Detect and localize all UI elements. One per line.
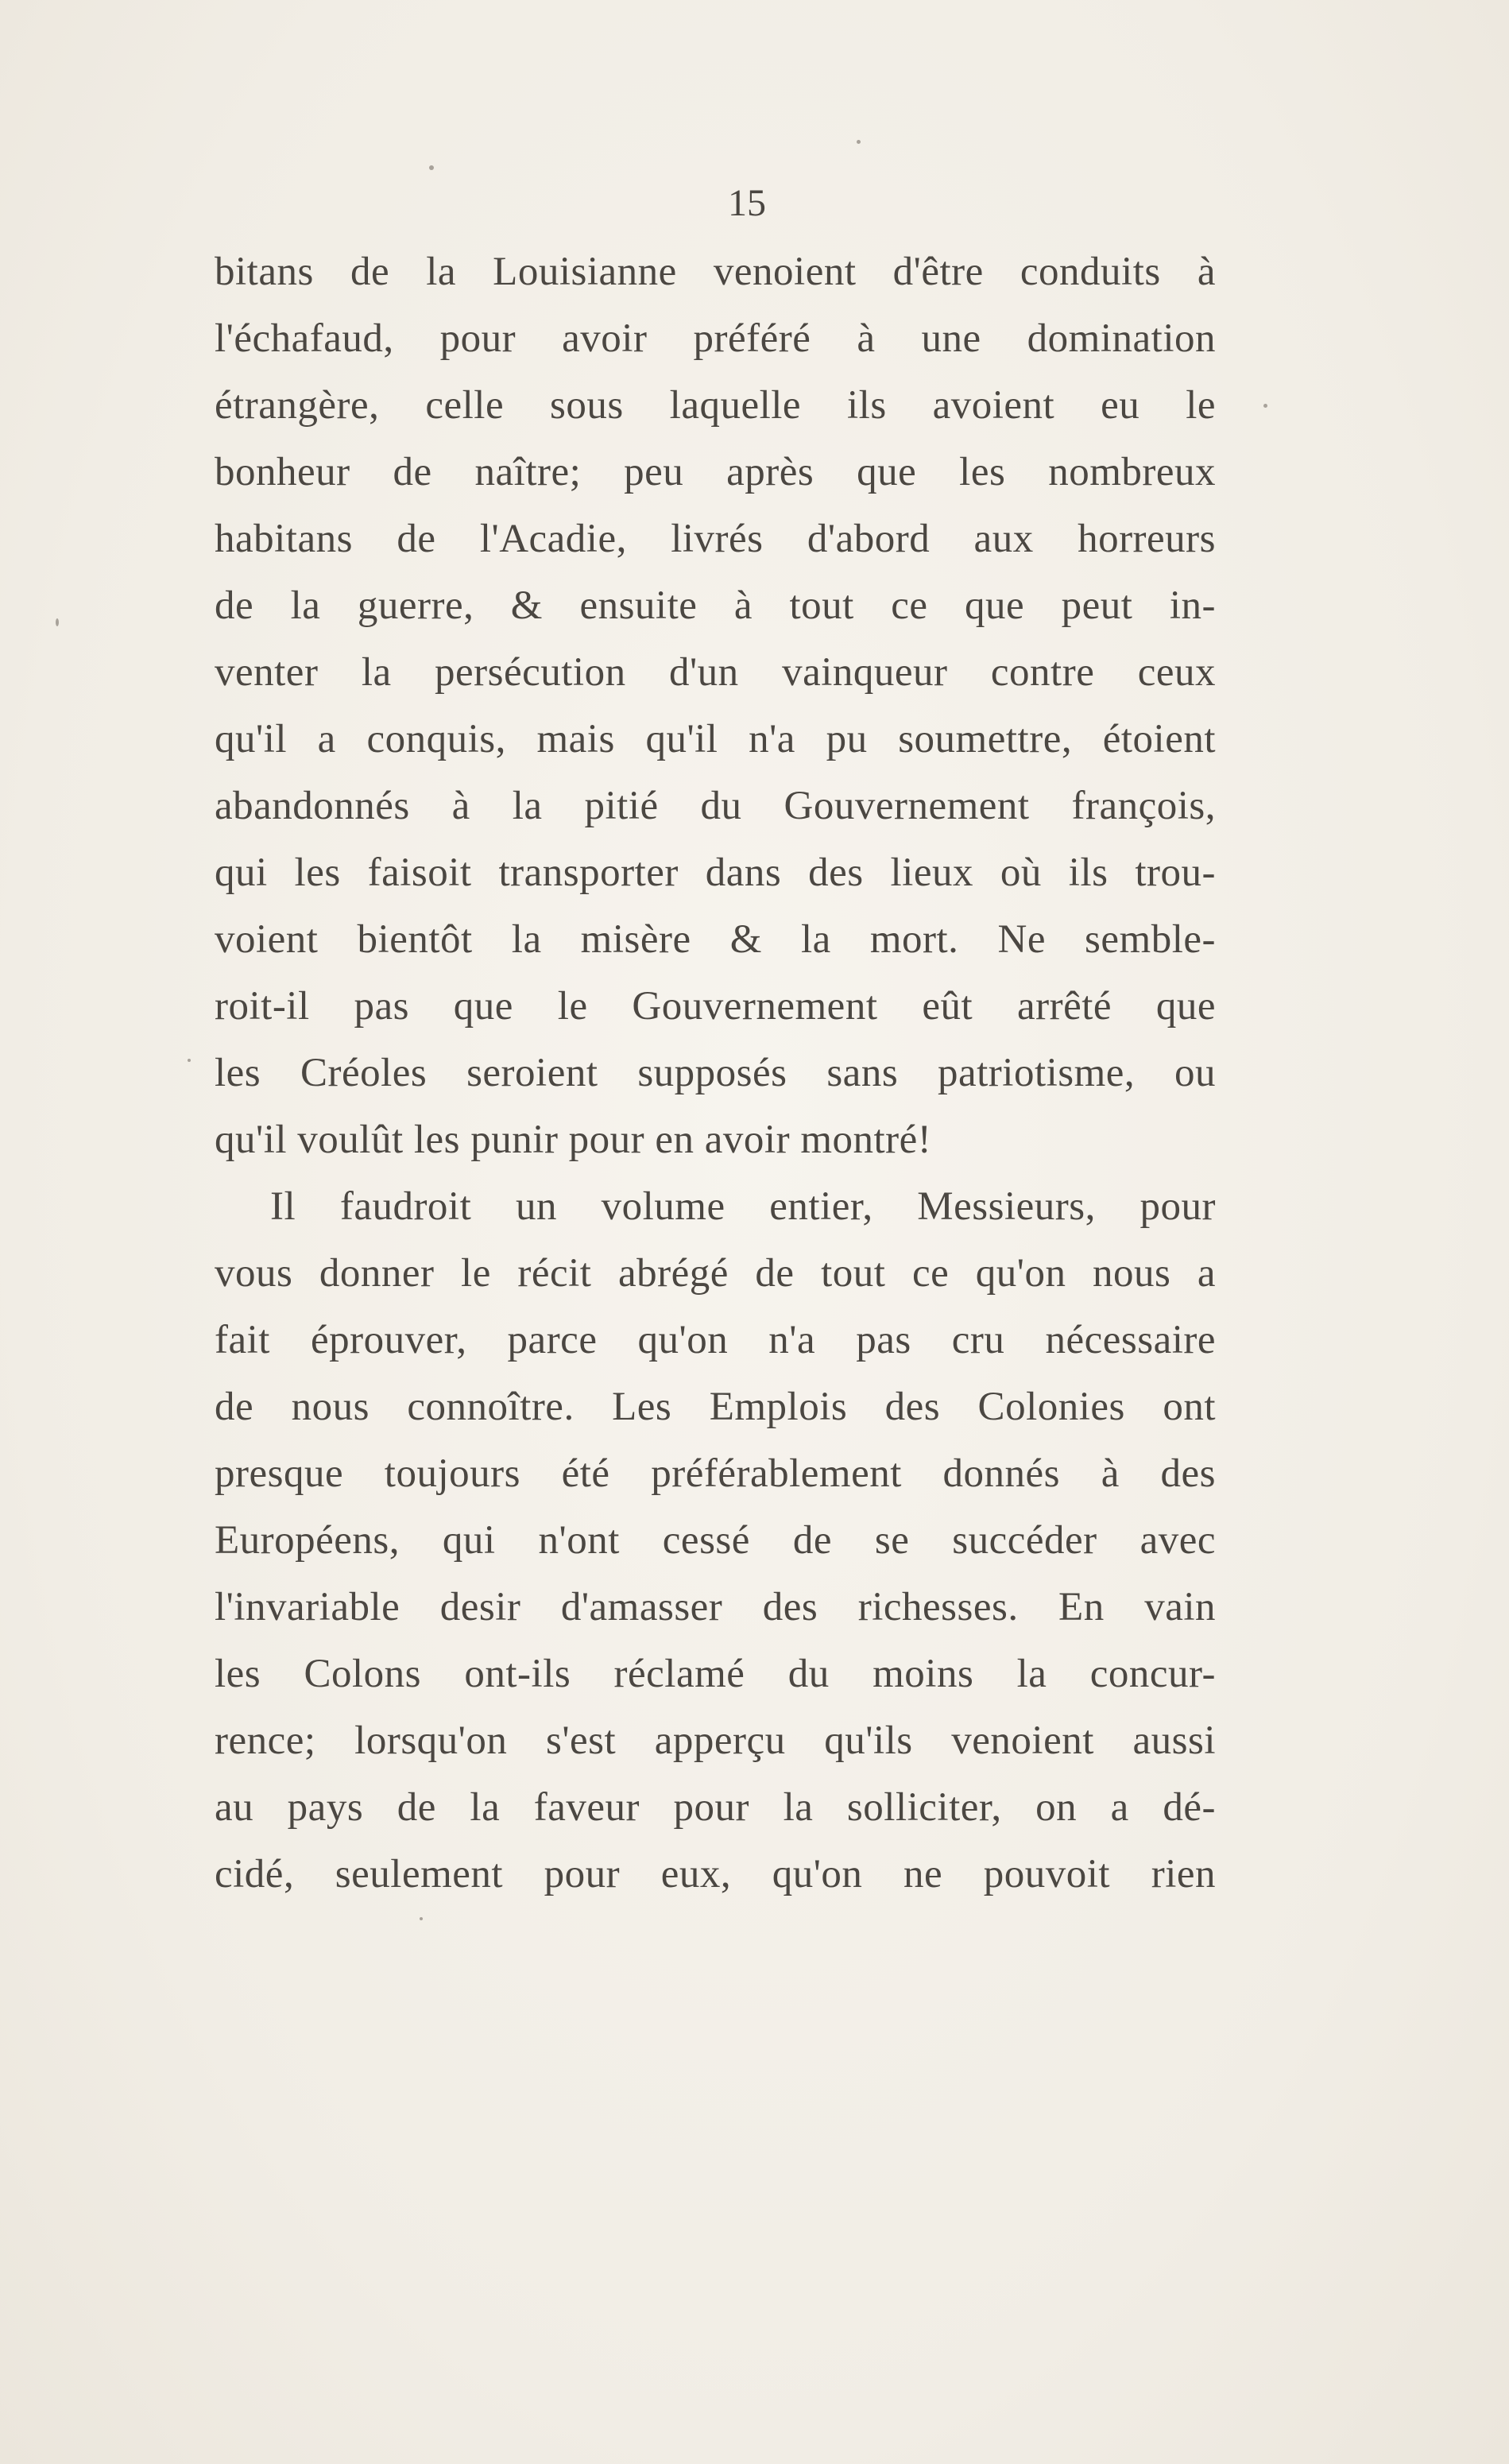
text-line: les Colons ont-ils réclamé du moins la concur- (215, 1652, 1216, 1696)
text-line: qui les faisoit transporter dans des lieux où ils trou- (215, 850, 1216, 895)
paper-speck (56, 618, 59, 626)
text-line: habitans de l'Acadie, livrés d'abord aux horreurs (215, 517, 1216, 561)
paper-speck (429, 165, 434, 170)
paragraph-start-line: Il faudroit un volume entier, Messieurs, pour (270, 1184, 1216, 1229)
text-line: presque toujours été préférablement donnés à des (215, 1451, 1216, 1496)
text-line: vous donner le récit abrégé de tout ce qu'on nous a (215, 1251, 1216, 1296)
text-line: abandonnés à la pitié du Gouvernement françois, (215, 784, 1216, 828)
text-line: venter la persécution d'un vainqueur contre ceux (215, 650, 1216, 695)
text-line: de la guerre, & ensuite à tout ce que peut in- (215, 583, 1216, 628)
body-text (215, 238, 1216, 1908)
paper-speck (1263, 404, 1267, 408)
page-number: 15 (728, 182, 766, 224)
text-line: les Créoles seroient supposés sans patriotisme, ou (215, 1051, 1216, 1095)
paper-speck (188, 1059, 191, 1062)
text-line: voient bientôt la misère & la mort. Ne semble- (215, 917, 1216, 962)
text-line: bitans de la Louisianne venoient d'être conduits à (215, 250, 1216, 294)
text-line: qu'il voulût les punir pour en avoir montré! (215, 1118, 932, 1162)
text-line: rence; lorsqu'on s'est apperçu qu'ils venoient aussi (215, 1718, 1216, 1763)
text-line: étrangère, celle sous laquelle ils avoient eu le (215, 383, 1216, 428)
text-line: roit-il pas que le Gouvernement eût arrêté que (215, 984, 1216, 1029)
text-line: cidé, seulement pour eux, qu'on ne pouvoit rien (215, 1852, 1216, 1896)
text-line: l'invariable desir d'amasser des richesses. En vain (215, 1585, 1216, 1629)
paper-speck (857, 140, 861, 144)
paper-speck (420, 1917, 423, 1920)
text-line: bonheur de naître; peu après que les nombreux (215, 450, 1216, 494)
text-line: qu'il a conquis, mais qu'il n'a pu soumettre, étoient (215, 717, 1216, 761)
text-line: Européens, qui n'ont cessé de se succéder avec (215, 1518, 1216, 1563)
text-line: l'échafaud, pour avoir préféré à une domination (215, 316, 1216, 361)
text-line: fait éprouver, parce qu'on n'a pas cru nécessaire (215, 1318, 1216, 1362)
text-line: de nous connoître. Les Emplois des Colonies ont (215, 1385, 1216, 1429)
text-line: au pays de la faveur pour la solliciter, on a dé- (215, 1785, 1216, 1830)
